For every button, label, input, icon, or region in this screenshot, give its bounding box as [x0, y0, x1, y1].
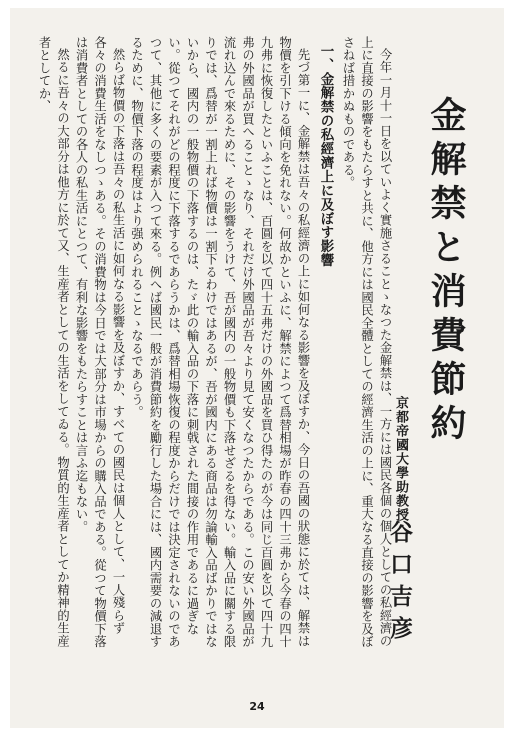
- page-number: 24: [249, 700, 265, 713]
- journal-page: [10, 8, 504, 728]
- body-paragraph: 先づ第一に、金解禁は吾々の私經濟の上に如何なる影響を及ぼすか、今日の吾國の狀態に於ては、解禁は物價を引下ける傾向を免れない。何故かといふに、解禁によつて爲替相場が昨春の四十三弗から今春の四十九弗に恢復したといふことは、百圓を以て四十五弗だけの外國品を買ひ得たのが今は同じ百圓を以て四十九弗の外國品が買へることゝなり、それだけ外國品が吾々より見て安くなつたからである。この安い外國品が流れ込んで來るために、その影響をうけて、吾が國内の一般物價も下落せざるを得ない。輸入品に關する限りでは、爲替が一割上れば物價は一割下るわけではあるが、吾が國内にある商品は勿論輸入品ばかりではないから、國内の一般物價の下落するのは、たゞ此の輸入品の下落に刺戟された間接の作用であるに過ぎない。從つてそれがどの程度に下落するであらうかは、爲替相場恢復の程度からだけでは決定されないのであつて、其他に多くの要素が入つて來る。例へば國民一般が消費節約を勵行した場合には、國内需要の減退するために、物價下落の程度はより强められることゝなるであらう。: [129, 36, 310, 648]
- body-paragraph: 然らば物價の下落は吾々の私生活に如何なる影響を及ぼすか、すべての國民は個人として、一人殘らず各々の消費生活をなしつゝある。その消費物は今日では大部分は市場からの購入品である。從つて物價下落は消費者としての各人の私生活にとつて、有利な影響をもたらすことは言ふ迄もない。: [74, 36, 125, 648]
- article-body: [37, 36, 394, 654]
- author-name: 谷口吉彦: [386, 520, 413, 648]
- intro-paragraph: 今年一月十一日を以ていよく實施さることゝなつた金解禁は、一方には國民各個の個人としての私經濟の上に直接の影響をもたらすと共に、他方には國民全體としての經濟生活の上に、重大なる直接の影響を及ぼさねば措かぬものである。: [341, 36, 392, 648]
- author-affiliation: 京都帝國大學助教授: [393, 396, 408, 522]
- article-title: 金解禁と消費節約: [425, 96, 467, 448]
- section-heading: 一、金解禁の私經濟上に及ぼす影響: [317, 44, 334, 268]
- body-paragraph: 然るに吾々の大部分は他方に於て又、生産者としての生活をしてゐる。物質的生産者としてか精神的生産者としてか、: [37, 36, 70, 648]
